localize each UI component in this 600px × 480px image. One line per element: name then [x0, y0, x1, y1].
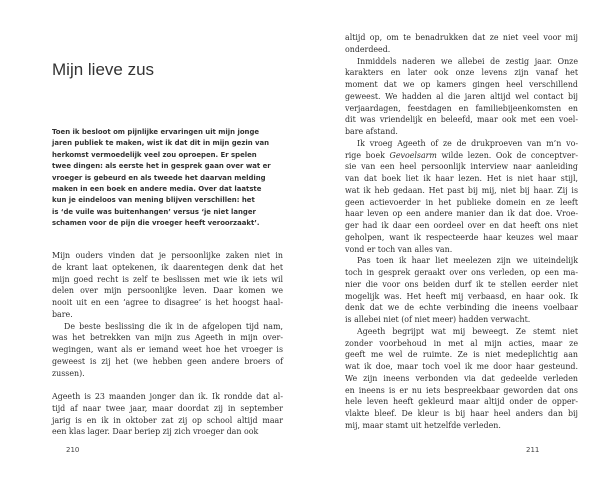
- text-line: zussen).: [52, 368, 85, 378]
- text-line: mij, maar stamt uit hetzelfde verleden.: [345, 420, 501, 430]
- chapter-title: Mijn lieve zus: [52, 60, 155, 79]
- text-line: Ageeth is 23 maanden jonger dan ik. Ik rondde dat al-: [52, 392, 283, 401]
- text-line: wat ik doe, maar toch voel ik me door haar gesteund.: [345, 362, 578, 371]
- right-page: [300, 0, 600, 480]
- text-line: De beste beslissing die ik in de afgelopen tijd nam,: [64, 321, 283, 331]
- text-line: Inmiddels naderen we allebei de zestig jaar. Onze: [357, 56, 578, 66]
- text-line: Mijn ouders vinden dat je persoonlijke zaken niet in: [52, 251, 283, 260]
- text-line: ger had ik daar een oordeel over en dat heeft ons niet: [345, 221, 578, 230]
- text-line: tijd af naar twee jaar, maar doordat zij in september: [52, 403, 283, 413]
- text-line: nier die voor ons beiden durf ik te stellen eerder niet: [345, 279, 578, 289]
- text-line: was het betrekken van mijn zus Ageeth in mijn over-: [52, 333, 283, 343]
- intro-line: herkomst vermoedelijk veel zou oproepen. Er spelen: [52, 150, 257, 159]
- intro-line: schamen voor de pijn die vroeger heeft veroorzaakt’.: [52, 219, 260, 228]
- text-line: moment dat we op kamers gingen heel verschillend: [345, 80, 578, 89]
- text-line: sie van een heel persoonlijk interview naar aanleiding: [345, 162, 578, 172]
- text-line: Pas toen ik haar liet meelezen zijn we uiteindelijk: [357, 256, 578, 266]
- text-line: dit was vriendelijk en beleefd, maar ook met een voel-: [345, 115, 578, 125]
- text-line: bare afstand.: [345, 127, 398, 136]
- text-line: jarig is en ik in oktober zat zij op school altijd maar: [52, 415, 283, 425]
- text-line: verjaardagen, feestdagen en familiebijeenkomsten en: [345, 103, 578, 113]
- text-line: bare.: [52, 309, 73, 319]
- text-line: Ageeth begrijpt wat mij beweegt. Ze stemt niet: [357, 326, 578, 336]
- text-line: geholpen, want ik respecteerde haar keuzes wel maar: [345, 232, 578, 242]
- body-text: [52, 250, 283, 379]
- text-line: wat ik heb gedaan. Het past bij mij, niet bij haar. Zij is: [345, 185, 578, 195]
- text-line: toch in gesprek geraakt over ons verleden, op een ma-: [345, 268, 578, 277]
- intro-line: twee dingen: als eerste het in gesprek gaan over wat er: [52, 162, 271, 171]
- text-line: nooit uit en een ‘agree to disagree’ is het hoogst haal-: [52, 298, 283, 307]
- text-line: geen actievoerder in het publieke domein en ze leeft: [345, 197, 578, 207]
- text-line: geeft me wel de ruimte. Ze is niet medeplichtig aan: [345, 350, 578, 360]
- intro-line: vroeger is gebeurd en als tweede het daarvan melding: [52, 173, 266, 182]
- intro-line: is ‘de vuile was buitenhangen’ versus ‘je niet langer: [52, 207, 256, 216]
- text-line: zonder voorbehoud in met al mijn acties, maar ze: [345, 338, 578, 348]
- text-line: een klas lager. Daar beriep zij zich vroeger dan ook: [52, 427, 259, 437]
- page-number: 210: [66, 446, 80, 454]
- page-number: 211: [526, 446, 540, 454]
- text-line: Ik vroeg Ageeth of ze de drukproeven van m’n vo-: [357, 138, 578, 148]
- text-line: delen over mijn persoonlijke leven. Daar komen we: [52, 286, 283, 296]
- text-line: mijn goed recht is zelf te beslissen met wie ik iets wil: [52, 274, 283, 284]
- text-line: hele leven heeft gekleurd maar altijd onder de opper-: [345, 397, 578, 407]
- intro-line: Toen ik besloot om pijnlijke ervaringen uit mijn jonge: [52, 128, 260, 136]
- text-line: van dat boek liet ik haar lezen. Het is niet haar stijl,: [345, 174, 578, 183]
- intro-line: maken in een boek en andere media. Over dat laatste: [52, 185, 262, 194]
- intro-line: jaren publiek te maken, wist ik dat dit in mijn gezin van: [52, 139, 270, 148]
- text-line: altijd op, om te benadrukken dat ze niet veel voor mij: [345, 33, 578, 42]
- text-line: geweest. We hadden al die jaren altijd wel contact bij: [345, 91, 578, 101]
- intro-line: kun je eindeloos van mening blijven verschillen: het: [52, 196, 255, 205]
- text-line: karakters en later ook onze levens zijn vanaf het: [345, 68, 578, 78]
- chapter-intro: [52, 127, 284, 230]
- text-line: geweest is zij het (we hebben geen andere broers of: [52, 356, 283, 366]
- text-line: onderdeed.: [345, 44, 391, 54]
- text-line: We zijn ineens verbonden via dat gedeelde verleden: [345, 373, 578, 383]
- text-line: denk dat we de echte verbinding die ineens voelbaar: [345, 303, 578, 313]
- text-line: en ineens is er nu iets bespreekbaar geworden dat ons: [345, 385, 578, 395]
- text-line: vlakte bleef. De kleur is bij haar heel anders dan bij: [345, 409, 578, 418]
- body-text: [345, 32, 578, 432]
- text-line: is allebei niet (of niet meer) hadden verwacht.: [345, 315, 531, 324]
- text-line: haar leven op een andere manier dan ik dat doe. Vroe-: [345, 209, 578, 219]
- text-line: de krant laat optekenen, ik daarentegen denk dat het: [52, 262, 283, 272]
- text-line: wegingen, want als er iemand weet hoe het vroeger is: [52, 345, 283, 354]
- body-text: [52, 391, 283, 438]
- text-line: mogelijk was. Het heeft mij verbaasd, en haar ook. Ik: [345, 291, 578, 301]
- text-line: vond er toch van alles van.: [345, 244, 453, 254]
- text-line: rige boek Gevoelsarm wilde lezen. Ook de conceptver-: [345, 150, 578, 160]
